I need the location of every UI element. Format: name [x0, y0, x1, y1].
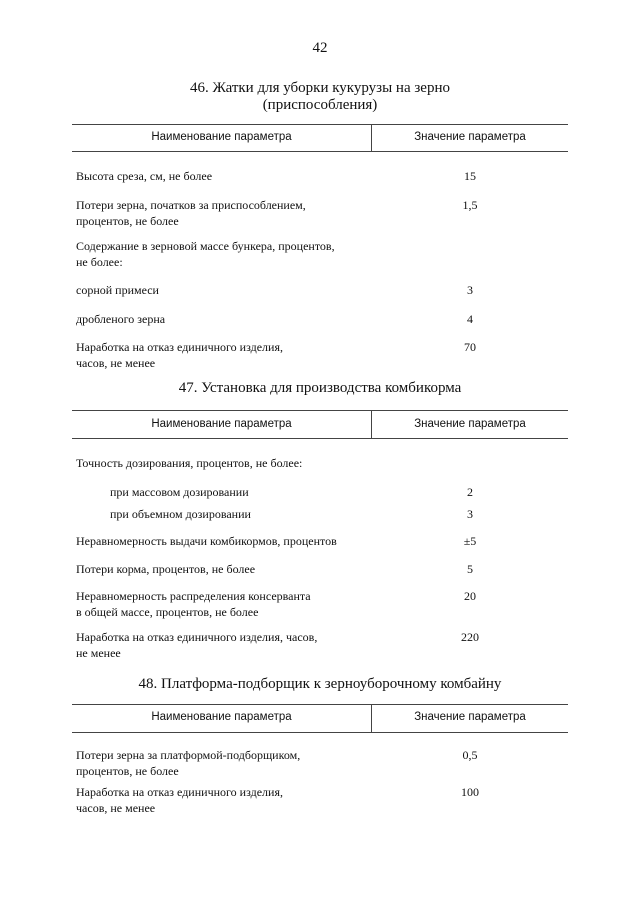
table-46-row-param: Наработка на отказ единичного изделия, часов, не менее — [76, 340, 283, 370]
table-47-row-value: 3 — [467, 507, 473, 521]
table-46-row-value: 3 — [467, 283, 473, 297]
table-47-row-value: 5 — [467, 562, 473, 576]
table-46-row-value: 1,5 — [462, 198, 478, 212]
table-46-row-value: 70 — [464, 340, 476, 354]
table-48-header-rule — [72, 732, 568, 733]
table-47-header-value: Значение параметра — [414, 418, 526, 430]
table-46-row-value: 15 — [464, 169, 476, 183]
section-47-title: 47. Установка для производства комбикорма — [178, 380, 462, 396]
table-47-top-rule — [72, 410, 568, 411]
table-48-header-param: Наименование параметра — [151, 711, 292, 723]
table-47-row-value: 220 — [461, 630, 479, 644]
section-46-title — [60, 80, 580, 114]
table-47-row-value: 2 — [467, 485, 473, 499]
table-46-row-param: дробленого зерна — [76, 312, 166, 326]
table-46-row-param: Потери зерна, початков за приспособлением, процентов, не более — [76, 198, 306, 228]
table-48-header-value: Значение параметра — [414, 711, 526, 723]
table-47-row-param: Неравномерность распределения консерванта в общей массе, процентов, не более — [76, 589, 311, 619]
table-46-row-value: 4 — [467, 312, 473, 326]
table-47-row-value: ±5 — [463, 534, 477, 548]
section-46-title-line2: (приспособления) — [262, 97, 378, 113]
table-48-row-param: Наработка на отказ единичного изделия, часов, не менее — [76, 785, 283, 815]
table-47-row-param: Потери корма, процентов, не более — [76, 562, 256, 576]
table-47-row-param: Наработка на отказ единичного изделия, часов, не менее — [76, 630, 318, 660]
table-46-row-param: сорной примеси — [76, 283, 159, 297]
table-47-header-param: Наименование параметра — [151, 418, 292, 430]
table-46-header-rule — [72, 151, 568, 152]
section-48-title: 48. Платформа-подборщик к зерноуборочному комбайну — [138, 676, 502, 692]
table-48-row-param: Потери зерна за платформой-подборщиком, процентов, не более — [76, 748, 301, 778]
table-47-row-param: при объемном дозировании — [110, 507, 251, 521]
section-46-title-line1: 46. Жатки для уборки кукурузы на зерно — [190, 80, 450, 96]
table-47-row-param: Точность дозирования, процентов, не более: — [76, 456, 303, 470]
table-47-row-param: Неравномерность выдачи комбикормов, процентов — [76, 534, 337, 548]
table-46-header-param: Наименование параметра — [151, 131, 292, 143]
table-48-row-value: 100 — [461, 785, 479, 799]
table-46-header-value: Значение параметра — [414, 131, 526, 143]
table-47-header-rule — [72, 438, 568, 439]
table-46-top-rule — [72, 124, 568, 125]
table-48-top-rule — [72, 704, 568, 705]
page-number: 42 — [312, 40, 328, 56]
table-47-row-value: 20 — [464, 589, 476, 603]
table-47-row-param: при массовом дозировании — [110, 485, 249, 499]
table-46-row-param: Высота среза, см, не более — [76, 169, 213, 183]
table-48-row-value: 0,5 — [462, 748, 478, 762]
table-46-row-param: Содержание в зерновой массе бункера, процентов, не более: — [76, 239, 335, 269]
